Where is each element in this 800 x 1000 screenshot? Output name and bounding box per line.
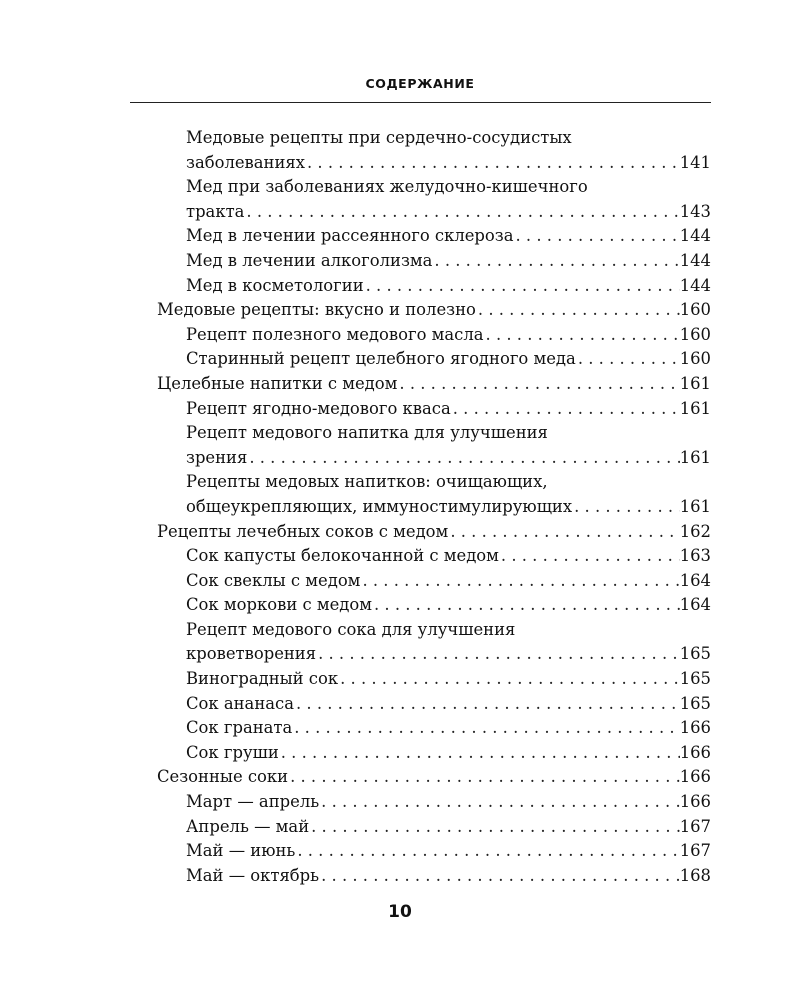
dot-leader bbox=[372, 593, 680, 618]
toc-entry-title: Сок капусты белокочанной с медом bbox=[186, 544, 499, 569]
dot-leader bbox=[451, 397, 680, 422]
toc-entry-title: Апрель — май bbox=[186, 815, 309, 840]
toc-subsection-entry bbox=[157, 790, 711, 815]
dot-leader bbox=[316, 642, 680, 667]
toc-entry-line bbox=[186, 790, 711, 815]
toc-subsection-entry bbox=[157, 741, 711, 766]
dot-leader bbox=[247, 446, 679, 471]
toc-subsection-entry bbox=[157, 716, 711, 741]
toc-entry-line bbox=[186, 692, 711, 717]
toc-entry-page: 166 bbox=[679, 767, 711, 787]
toc-entry-line bbox=[186, 249, 711, 274]
toc-entry-title: Рецепты лечебных соков с медом bbox=[157, 520, 448, 545]
toc-subsection-entry bbox=[157, 470, 711, 519]
dot-leader bbox=[309, 815, 680, 840]
toc-entry-page: 160 bbox=[679, 324, 711, 344]
toc-entry-title: Май — июнь bbox=[186, 839, 295, 864]
toc-entry-title: Май — октябрь bbox=[186, 864, 319, 889]
toc-subsection-entry bbox=[157, 224, 711, 249]
toc-entry-line bbox=[186, 815, 711, 840]
toc-subsection-entry bbox=[157, 323, 711, 348]
toc-entry-line bbox=[186, 839, 711, 864]
toc-subsection-entry bbox=[157, 593, 711, 618]
toc-entry-title: тракта bbox=[186, 200, 244, 225]
toc-entry-page: 161 bbox=[679, 447, 711, 467]
toc-subsection-entry bbox=[157, 347, 711, 372]
toc-entry-line bbox=[157, 765, 711, 790]
toc-subsection-entry bbox=[157, 175, 711, 224]
table-of-contents bbox=[157, 126, 711, 888]
toc-entry-line bbox=[186, 274, 711, 299]
toc-entry-page: 166 bbox=[679, 792, 711, 812]
dot-leader bbox=[292, 716, 679, 741]
toc-entry-page: 161 bbox=[679, 398, 711, 418]
toc-entry-page: 165 bbox=[679, 693, 711, 713]
toc-entry-title-line: Рецепт медового напитка для улучшения bbox=[186, 423, 548, 443]
toc-entry-page: 144 bbox=[679, 250, 711, 270]
dot-leader bbox=[294, 692, 680, 717]
toc-entry-title: Мед в косметологии bbox=[186, 274, 364, 299]
toc-subsection-entry bbox=[157, 618, 711, 667]
toc-entry-page: 164 bbox=[679, 595, 711, 615]
toc-section-entry bbox=[157, 765, 711, 790]
dot-leader bbox=[448, 520, 679, 545]
toc-entry-title: Сок моркови с медом bbox=[186, 593, 372, 618]
toc-entry-page: 160 bbox=[679, 300, 711, 320]
toc-entry-page: 163 bbox=[679, 546, 711, 566]
dot-leader bbox=[360, 569, 679, 594]
toc-entry-line bbox=[186, 642, 711, 667]
toc-entry-page: 143 bbox=[679, 201, 711, 221]
toc-subsection-entry bbox=[157, 692, 711, 717]
dot-leader bbox=[364, 274, 680, 299]
toc-entry-page: 165 bbox=[679, 644, 711, 664]
toc-section-entry bbox=[157, 520, 711, 545]
toc-entry-page: 141 bbox=[679, 152, 711, 172]
dot-leader bbox=[305, 151, 680, 176]
toc-entry-title-line: Рецепт медового сока для улучшения bbox=[186, 619, 516, 639]
toc-subsection-entry bbox=[157, 126, 711, 175]
dot-leader bbox=[397, 372, 679, 397]
toc-entry-line bbox=[186, 151, 711, 176]
toc-entry-title: Целебные напитки с медом bbox=[157, 372, 397, 397]
toc-entry-title: Мед в лечении рассеянного склероза bbox=[186, 224, 514, 249]
toc-entry-line bbox=[186, 569, 711, 594]
dot-leader bbox=[572, 495, 680, 520]
toc-subsection-entry bbox=[157, 667, 711, 692]
toc-subsection-entry bbox=[157, 569, 711, 594]
dot-leader bbox=[432, 249, 679, 274]
toc-section-entry bbox=[157, 298, 711, 323]
toc-entry-title: Мед в лечении алкоголизма bbox=[186, 249, 432, 274]
toc-entry-title: Сок свеклы с медом bbox=[186, 569, 360, 594]
toc-entry-line bbox=[186, 200, 711, 225]
toc-entry-line bbox=[186, 667, 711, 692]
toc-entry-title: Рецепт полезного медового масла bbox=[186, 323, 484, 348]
toc-entry-title: Рецепт ягодно-медового кваса bbox=[186, 397, 451, 422]
toc-entry-line bbox=[186, 347, 711, 372]
toc-subsection-entry bbox=[157, 815, 711, 840]
toc-entry-page: 162 bbox=[679, 521, 711, 541]
dot-leader bbox=[288, 765, 680, 790]
toc-entry-page: 166 bbox=[679, 742, 711, 762]
dot-leader bbox=[514, 224, 680, 249]
toc-entry-page: 168 bbox=[679, 865, 711, 885]
toc-entry-title: Виноградный сок bbox=[186, 667, 338, 692]
dot-leader bbox=[576, 347, 680, 372]
header-rule bbox=[130, 102, 711, 103]
toc-subsection-entry bbox=[157, 864, 711, 889]
toc-subsection-entry bbox=[157, 544, 711, 569]
toc-entry-title-line: Рецепты медовых напитков: очищающих, bbox=[186, 472, 548, 492]
toc-entry-line bbox=[186, 544, 711, 569]
toc-entry-line bbox=[186, 397, 711, 422]
toc-entry-page: 166 bbox=[679, 718, 711, 738]
dot-leader bbox=[295, 839, 679, 864]
toc-entry-title: Старинный рецепт целебного ягодного меда bbox=[186, 347, 576, 372]
toc-entry-line bbox=[186, 593, 711, 618]
toc-subsection-entry bbox=[157, 839, 711, 864]
toc-entry-line bbox=[157, 372, 711, 397]
toc-entry-page: 161 bbox=[679, 373, 711, 393]
toc-entry-page: 167 bbox=[679, 841, 711, 861]
toc-entry-page: 167 bbox=[679, 816, 711, 836]
toc-entry-title: Март — апрель bbox=[186, 790, 319, 815]
dot-leader bbox=[338, 667, 680, 692]
toc-entry-line bbox=[157, 520, 711, 545]
toc-entry-title: Медовые рецепты: вкусно и полезно bbox=[157, 298, 476, 323]
toc-entry-line bbox=[186, 495, 711, 520]
toc-subsection-entry bbox=[157, 421, 711, 470]
toc-entry-line bbox=[186, 864, 711, 889]
toc-entry-page: 160 bbox=[679, 349, 711, 369]
toc-entry-page: 161 bbox=[679, 496, 711, 516]
toc-entry-line bbox=[157, 298, 711, 323]
toc-entry-title-line: Мед при заболеваниях желудочно-кишечного bbox=[186, 177, 588, 197]
toc-entry-page: 144 bbox=[679, 226, 711, 246]
toc-entry-line bbox=[186, 323, 711, 348]
toc-entry-page: 144 bbox=[679, 275, 711, 295]
toc-entry-title: заболеваниях bbox=[186, 151, 305, 176]
toc-entry-line bbox=[186, 224, 711, 249]
running-header: СОДЕРЖАНИЕ bbox=[365, 76, 475, 91]
toc-entry-line bbox=[186, 446, 711, 471]
dot-leader bbox=[484, 323, 680, 348]
toc-entry-title: Сок граната bbox=[186, 716, 292, 741]
toc-subsection-entry bbox=[157, 249, 711, 274]
toc-entry-line bbox=[186, 741, 711, 766]
toc-section-entry bbox=[157, 372, 711, 397]
toc-entry-line bbox=[186, 716, 711, 741]
toc-subsection-entry bbox=[157, 274, 711, 299]
toc-entry-title: Сок ананаса bbox=[186, 692, 294, 717]
dot-leader bbox=[279, 741, 680, 766]
toc-subsection-entry bbox=[157, 397, 711, 422]
toc-entry-title-line: Медовые рецепты при сердечно-сосудистых bbox=[186, 128, 572, 147]
dot-leader bbox=[499, 544, 680, 569]
dot-leader bbox=[319, 864, 680, 889]
toc-entry-title: зрения bbox=[186, 446, 247, 471]
dot-leader bbox=[319, 790, 680, 815]
page-number: 10 bbox=[388, 902, 412, 922]
toc-entry-title: Сок груши bbox=[186, 741, 279, 766]
toc-entry-page: 165 bbox=[679, 669, 711, 689]
dot-leader bbox=[244, 200, 679, 225]
toc-entry-title: кроветворения bbox=[186, 642, 316, 667]
dot-leader bbox=[476, 298, 680, 323]
toc-entry-title: общеукрепляющих, иммуностимулирующих bbox=[186, 495, 572, 520]
toc-entry-page: 164 bbox=[679, 570, 711, 590]
toc-entry-title: Сезонные соки bbox=[157, 765, 288, 790]
